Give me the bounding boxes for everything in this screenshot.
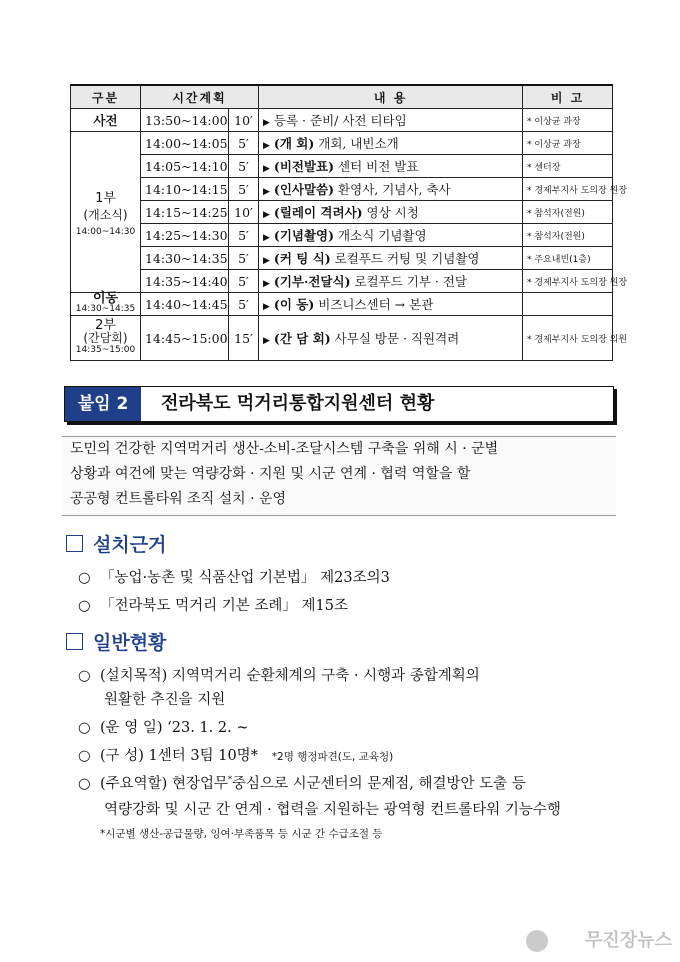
content-text: 개회, 내빈소개 (318, 136, 399, 151)
content-cell (259, 224, 523, 247)
list-item (78, 566, 390, 587)
note-cell: * 경제부지사 도의장 원장 (523, 178, 613, 201)
arrow-icon: ▶ (263, 118, 270, 128)
minutes-cell: 5′ (229, 293, 259, 316)
table-row (71, 316, 613, 361)
content-text: 비즈니스센터 → 본관 (318, 297, 434, 312)
content-label: (개 회) (273, 136, 315, 151)
content-text: 사무실 방문 · 직원격려 (334, 331, 460, 346)
item-text: (주요역할) 현장업무 (100, 776, 228, 792)
arrow-icon: ▶ (263, 302, 270, 312)
content-label: (비전발표) (273, 159, 335, 174)
content-cell (259, 155, 523, 178)
category-time: 14:35~15:00 (75, 345, 136, 355)
footnote: *시군별 생산-공급물량, 잉여·부족품목 등 시군 간 수급조절 등 (100, 828, 383, 840)
content-text: 등록 · 준비/ 사전 티타임 (273, 113, 407, 128)
table-row (71, 224, 613, 247)
section-heading-text: 설치근거 (93, 534, 167, 556)
minutes-cell: 5′ (229, 155, 259, 178)
time-cell: 14:00~14:05 (141, 132, 229, 155)
minutes-cell: 5′ (229, 224, 259, 247)
content-cell (259, 293, 523, 316)
category-sub: (개소식) (83, 208, 128, 222)
item-text: (구 성) 1센터 3팀 10명* (100, 748, 258, 764)
note-cell: * 이상균 과장 (523, 132, 613, 155)
content-label: (이 동) (273, 297, 315, 312)
circle-bullet-icon: ○ (78, 720, 91, 736)
content-cell (259, 109, 523, 132)
arrow-icon: ▶ (263, 336, 270, 346)
note-cell (523, 293, 613, 316)
item-text: 「농업·농촌 및 식품산업 기본법」 제23조의3 (100, 570, 390, 586)
footnote-mark: * (227, 775, 232, 785)
attachment-title: 전라북도 먹거리통합지원센터 현황 (161, 393, 435, 414)
category-cell (71, 293, 141, 316)
list-item (78, 716, 248, 737)
minutes-cell: 5′ (229, 270, 259, 293)
content-cell (259, 178, 523, 201)
header-content: 내 용 (259, 85, 523, 109)
arrow-icon: ▶ (263, 210, 270, 220)
time-cell: 14:25~14:30 (141, 224, 229, 247)
content-text: 센터 비전 발표 (338, 159, 419, 174)
content-text: 영상 시청 (366, 205, 419, 220)
section-heading-status (66, 628, 166, 655)
minutes-cell: 5′ (229, 132, 259, 155)
category-cell (71, 316, 141, 361)
table-row (71, 109, 613, 132)
category-time: 14:30~14:35 (75, 304, 136, 314)
item-text: 「전라북도 먹거리 기본 조례」 제15조 (100, 598, 348, 614)
intro-line: 공공형 컨트롤타워 조직 설치 · 운영 (70, 491, 287, 507)
category-sub: (간담회) (83, 331, 128, 345)
table-row (71, 270, 613, 293)
header-time: 시간계획 (141, 85, 259, 109)
watermark-logo-icon (526, 930, 548, 952)
table-row (71, 132, 613, 155)
category-cell: 사전 (71, 109, 141, 132)
note-cell: * 경제부지사 도의장 원장 (523, 270, 613, 293)
list-item (78, 744, 393, 765)
watermark: 무진장뉴스 (585, 930, 672, 951)
content-cell (259, 270, 523, 293)
arrow-icon: ▶ (263, 233, 270, 243)
arrow-icon: ▶ (263, 187, 270, 197)
minutes-cell: 5′ (229, 178, 259, 201)
time-cell: 14:40~14:45 (141, 293, 229, 316)
note-cell: * 주요내빈(1층) (523, 247, 613, 270)
list-item (78, 594, 348, 615)
category-label: 2부 (95, 318, 116, 333)
item-text: 중심으로 시군센터의 문제점, 해결방안 도출 등 (231, 776, 526, 792)
item-text: (설치목적) 지역먹거리 순환체계의 구축 · 시행과 종합계획의 (100, 668, 480, 684)
arrow-icon: ▶ (263, 279, 270, 289)
time-cell: 14:45~15:00 (141, 316, 229, 361)
intro-summary (62, 436, 616, 516)
intro-line: 상황과 여건에 맞는 역량강화 · 지원 및 시군 연계 · 협력 역할을 할 (70, 466, 471, 482)
item-note: *2명 행정파견(도, 교육청) (271, 751, 394, 763)
intro-line: 도민의 건강한 지역먹거리 생산-소비-조달시스템 구축을 위해 시 · 군별 (70, 441, 499, 457)
table-row (71, 293, 613, 316)
header-category: 구분 (71, 85, 141, 109)
content-label: (릴레이 격려사) (273, 205, 363, 220)
circle-bullet-icon: ○ (78, 776, 91, 792)
time-cell: 14:05~14:10 (141, 155, 229, 178)
category-label: 이동 (92, 291, 119, 306)
circle-bullet-icon: ○ (78, 668, 91, 684)
table-row (71, 178, 613, 201)
header-note: 비 고 (523, 85, 613, 109)
circle-bullet-icon: ○ (78, 748, 91, 764)
note-cell: * 경제부지사 도의장 의원 (523, 316, 613, 361)
time-cell: 14:10~14:15 (141, 178, 229, 201)
item-continuation: 원활한 추진을 지원 (104, 692, 226, 708)
circle-bullet-icon: ○ (78, 598, 91, 614)
content-text: 로컬푸드 기부 · 전달 (354, 274, 467, 289)
table-row (71, 247, 613, 270)
attachment-tag: 붙임 2 (65, 387, 141, 421)
item-continuation: 역량강화 및 시군 간 연계 · 협력을 지원하는 광역형 컨트롤타워 기능수행 (104, 802, 561, 818)
time-cell: 13:50~14:00 (141, 109, 229, 132)
time-cell: 14:35~14:40 (141, 270, 229, 293)
content-label: (인사말씀) (273, 182, 335, 197)
content-cell (259, 247, 523, 270)
content-cell (259, 201, 523, 224)
content-cell (259, 132, 523, 155)
category-label: 1부 (95, 191, 116, 206)
time-cell: 14:30~14:35 (141, 247, 229, 270)
minutes-cell: 15′ (229, 316, 259, 361)
content-cell (259, 316, 523, 361)
list-item (78, 664, 480, 685)
content-text: 환영사, 기념사, 축사 (338, 182, 451, 197)
list-item (78, 772, 526, 793)
content-label: (기부·전달식) (273, 274, 351, 289)
content-label: (간 담 회) (273, 331, 331, 346)
table-row (71, 155, 613, 178)
content-label: (커 팅 식) (273, 251, 331, 266)
content-text: 로컬푸드 커팅 및 기념촬영 (334, 251, 480, 266)
section-heading-basis (66, 530, 166, 557)
checkbox-square-icon (66, 633, 83, 650)
category-time: 14:00~14:30 (75, 227, 136, 237)
note-cell: * 참석자(전원) (523, 201, 613, 224)
minutes-cell: 10′ (229, 109, 259, 132)
schedule-table (70, 84, 628, 361)
circle-bullet-icon: ○ (78, 570, 91, 586)
note-cell: * 참석자(전원) (523, 224, 613, 247)
note-cell: * 이상균 과장 (523, 109, 613, 132)
minutes-cell: 5′ (229, 247, 259, 270)
arrow-icon: ▶ (263, 141, 270, 151)
minutes-cell: 10′ (229, 201, 259, 224)
arrow-icon: ▶ (263, 164, 270, 174)
item-text: (운 영 일) ‘23. 1. 2. ~ (100, 720, 249, 736)
content-label: (기념촬영) (273, 228, 335, 243)
attachment-title-box (64, 386, 614, 422)
arrow-icon: ▶ (263, 256, 270, 266)
table-row (71, 201, 613, 224)
section-heading-text: 일반현황 (93, 632, 167, 654)
time-cell: 14:15~14:25 (141, 201, 229, 224)
note-cell: * 센터장 (523, 155, 613, 178)
checkbox-square-icon (66, 535, 83, 552)
table-header-row (71, 85, 613, 109)
category-cell (71, 132, 141, 293)
content-text: 개소식 기념촬영 (338, 228, 427, 243)
